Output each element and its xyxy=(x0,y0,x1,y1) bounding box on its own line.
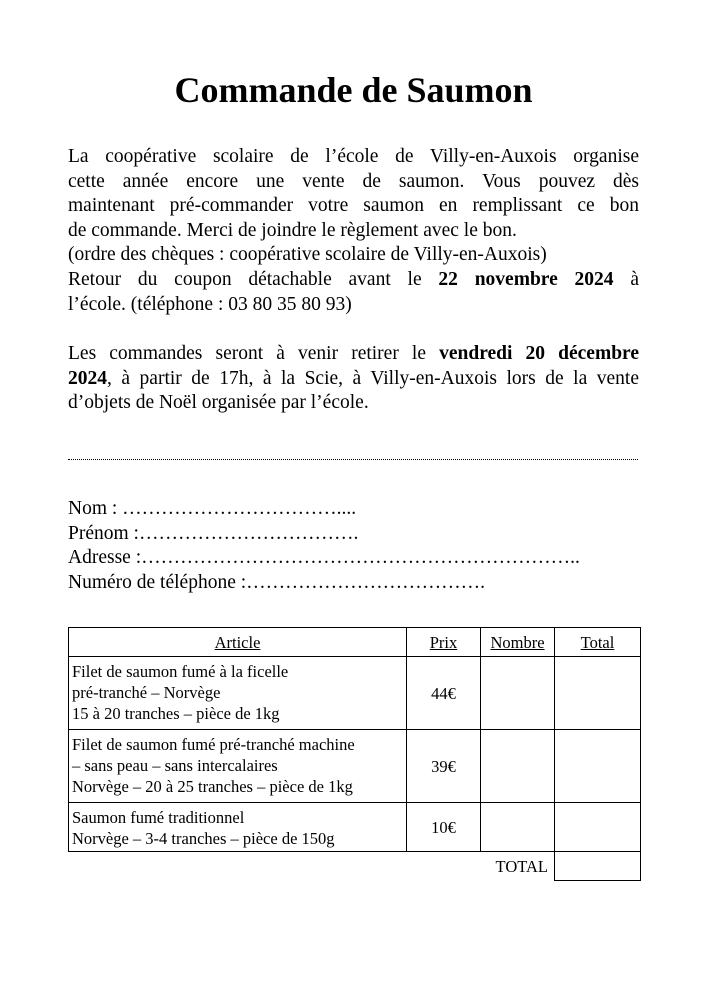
quantity-cell[interactable] xyxy=(481,803,555,852)
quantity-cell[interactable] xyxy=(481,730,555,803)
price-cell: 44€ xyxy=(407,657,481,730)
table-row xyxy=(69,657,641,730)
intro-line: cette année encore une vente de saumon. Vous pouvez dès xyxy=(68,170,639,192)
intro-line: La coopérative scolaire de l’école de Villy-en-Auxois organise xyxy=(68,146,639,167)
pickup-line xyxy=(68,342,639,367)
page-title: Commande de Saumon xyxy=(174,70,533,110)
total-cell[interactable] xyxy=(555,730,641,803)
intro-line: (ordre des chèques : coopérative scolaire de Villy-en-Auxois) xyxy=(68,244,547,266)
article-line: Saumon fumé traditionnel xyxy=(72,808,245,827)
column-header-nombre: Nombre xyxy=(481,628,555,657)
article-line: 15 à 20 tranches – pièce de 1kg xyxy=(72,704,280,723)
phone-field[interactable]: Numéro de téléphone :………………………………. xyxy=(68,571,486,593)
column-header-article: Article xyxy=(69,628,407,657)
price-cell: 10€ xyxy=(407,803,481,852)
intro-line: maintenant pré-commander votre saumon en remplissant ce bon xyxy=(68,195,639,217)
table-row xyxy=(69,730,641,803)
firstname-field[interactable]: Prénom :……………………………. xyxy=(68,522,359,544)
quantity-cell[interactable] xyxy=(481,657,555,730)
return-date: 22 novembre 2024 xyxy=(438,268,614,290)
article-cell xyxy=(69,730,407,803)
table-row xyxy=(69,803,641,852)
pickup-year: 2024 xyxy=(68,367,107,389)
pickup-line xyxy=(68,367,639,392)
table-header-row xyxy=(69,628,641,657)
pickup-line: d’objets de Noël organisée par l’école. xyxy=(68,392,369,414)
intro-line: de commande. Merci de joindre le règlement avec le bon. xyxy=(68,219,517,241)
article-line: Filet de saumon fumé pré-tranché machine xyxy=(72,735,355,754)
return-contact-line: l’école. (téléphone : 03 80 35 80 93) xyxy=(68,293,352,315)
return-prefix: Retour du coupon détachable avant le xyxy=(68,268,439,290)
price-cell: 39€ xyxy=(407,730,481,803)
pickup-date: vendredi 20 décembre xyxy=(439,343,640,364)
column-header-total: Total xyxy=(555,628,641,657)
article-cell xyxy=(69,657,407,730)
return-deadline-line xyxy=(68,268,639,293)
order-form-fields xyxy=(68,497,668,595)
article-line: Norvège – 3-4 tranches – pièce de 150g xyxy=(72,829,335,848)
name-field[interactable]: Nom : …………………………….... xyxy=(68,498,357,519)
grand-total-label: TOTAL xyxy=(495,856,548,876)
pickup-details: , à partir de 17h, à la Scie, à Villy-en-Auxois lors de la vente xyxy=(107,367,639,389)
return-suffix: à xyxy=(613,268,640,290)
pickup-paragraph xyxy=(68,342,639,416)
address-field[interactable]: Adresse :………………………………………………………….. xyxy=(68,547,580,569)
intro-paragraph xyxy=(68,145,639,317)
article-line: Filet de saumon fumé à la ficelle xyxy=(72,662,289,681)
cut-line-divider xyxy=(68,459,638,460)
article-line: Norvège – 20 à 25 tranches – pièce de 1kg xyxy=(72,777,353,796)
pickup-prefix: Les commandes seront à venir retirer le xyxy=(68,343,440,364)
column-header-prix: Prix xyxy=(407,628,481,657)
article-line: pré-tranché – Norvège xyxy=(72,683,221,702)
grand-total-cell[interactable] xyxy=(555,852,641,881)
article-line: – sans peau – sans intercalaires xyxy=(72,756,278,775)
order-table xyxy=(68,627,641,881)
article-cell xyxy=(69,803,407,852)
grand-total-row xyxy=(69,852,641,881)
total-cell[interactable] xyxy=(555,657,641,730)
total-cell[interactable] xyxy=(555,803,641,852)
